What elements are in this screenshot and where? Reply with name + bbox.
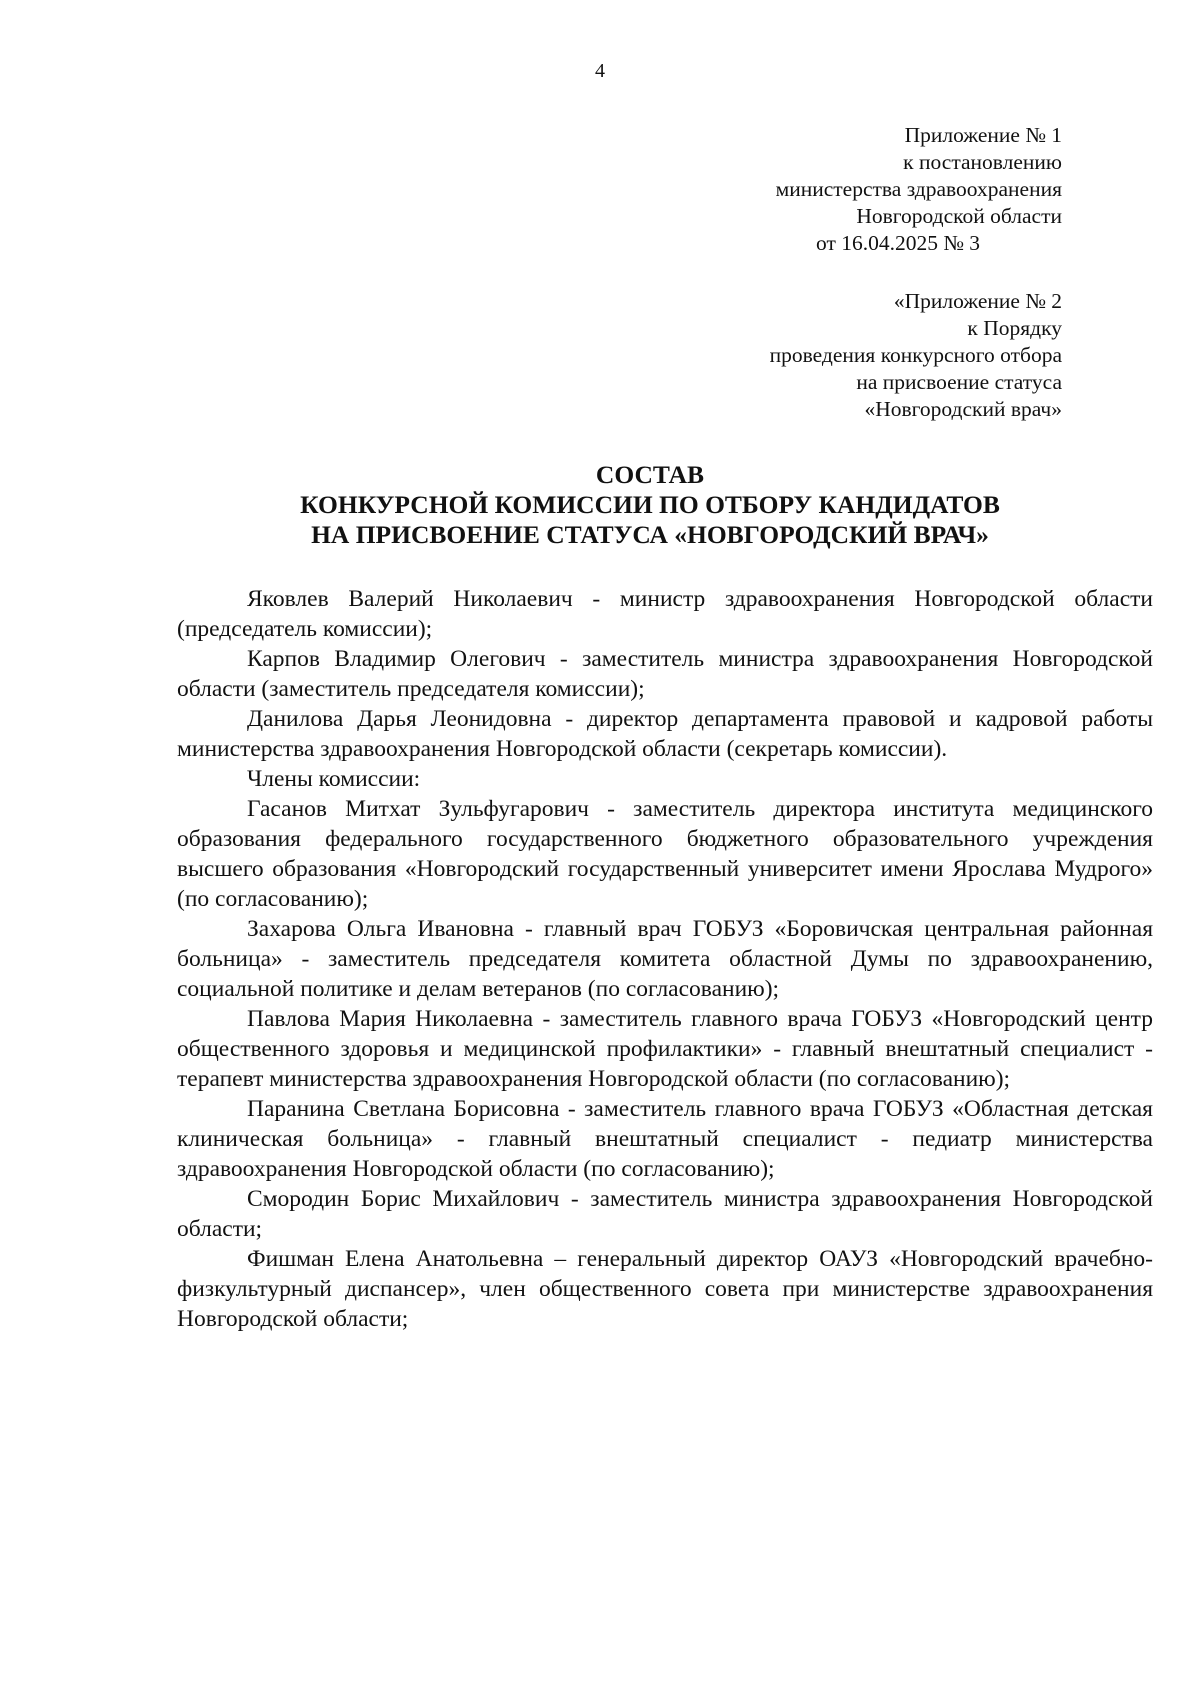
annex-2-line: «Приложение № 2 <box>893 289 1062 313</box>
annex-1-line: Приложение № 1 <box>904 123 1062 147</box>
annex-2-line: на присвоение статуса <box>856 370 1062 394</box>
annex-2-header <box>770 288 1062 423</box>
member-chairman: Яковлев Валерий Николаевич - министр здравоохранения Новгородской области (председатель комиссии); <box>177 586 1153 642</box>
member-secretary: Данилова Дарья Леонидовна - директор департамента правовой и кадровой работы министерства здравоохранения Новгородской области (секретарь комиссии). <box>177 706 1153 762</box>
title-line: НА ПРИСВОЕНИЕ СТАТУСА «НОВГОРОДСКИЙ ВРАЧ» <box>311 520 989 549</box>
annex-2-line: к Порядку <box>967 316 1062 340</box>
commission-members-list <box>177 584 1153 1334</box>
annex-1-line: министерства здравоохранения <box>775 177 1062 201</box>
annex-1-line: Новгородской области <box>856 204 1062 228</box>
member-deputy-chairman: Карпов Владимир Олегович - заместитель министра здравоохранения Новгородской области (заместитель председателя комиссии); <box>177 646 1153 702</box>
members-heading: Члены комиссии: <box>247 766 421 792</box>
member-entry: Паранина Светлана Борисовна - заместитель главного врача ГОБУЗ «Областная детская клиническая больница» - главный внештатный специалист - педиатр министерства здравоохранения Новгородской области (по согласованию); <box>177 1096 1153 1182</box>
member-entry: Смородин Борис Михайлович - заместитель министра здравоохранения Новгородской области; <box>177 1186 1153 1242</box>
annex-2-line: «Новгородский врач» <box>864 397 1062 421</box>
title-line: СОСТАВ <box>595 460 705 489</box>
annex-2-line: проведения конкурсного отбора <box>769 343 1062 367</box>
annex-1-line: к постановлению <box>903 150 1062 174</box>
member-entry: Захарова Ольга Ивановна - главный врач ГОБУЗ «Боровичская центральная районная больница» - заместитель председателя комитета областной Думы по здравоохранению, социальной политике и делам ветеранов (по согласованию); <box>177 916 1153 1002</box>
document-title <box>175 460 1125 550</box>
annex-1-header <box>776 122 1062 257</box>
title-line: КОНКУРСНОЙ КОМИССИИ ПО ОТБОРУ КАНДИДАТОВ <box>300 490 1000 519</box>
member-entry: Гасанов Митхат Зульфугарович - заместитель директора института медицинского образования федерального государственного бюджетного образовательного учреждения высшего образования «Новгородский государственный университет имени Ярослава Мудрого» (по согласованию); <box>177 796 1153 912</box>
annex-1-date-line: от 16.04.2025 № 3 <box>815 231 980 255</box>
member-entry: Павлова Мария Николаевна - заместитель главного врача ГОБУЗ «Новгородский центр общественного здоровья и медицинской профилактики» - главный внештатный специалист - терапевт министерства здравоохранения Новгородской области (по согласованию); <box>177 1006 1153 1092</box>
member-entry: Фишман Елена Анатольевна – генеральный директор ОАУЗ «Новгородский врачебно-физкультурный диспансер», член общественного совета при министерстве здравоохранения Новгородской области; <box>177 1246 1153 1332</box>
page-number: 4 <box>595 60 605 82</box>
